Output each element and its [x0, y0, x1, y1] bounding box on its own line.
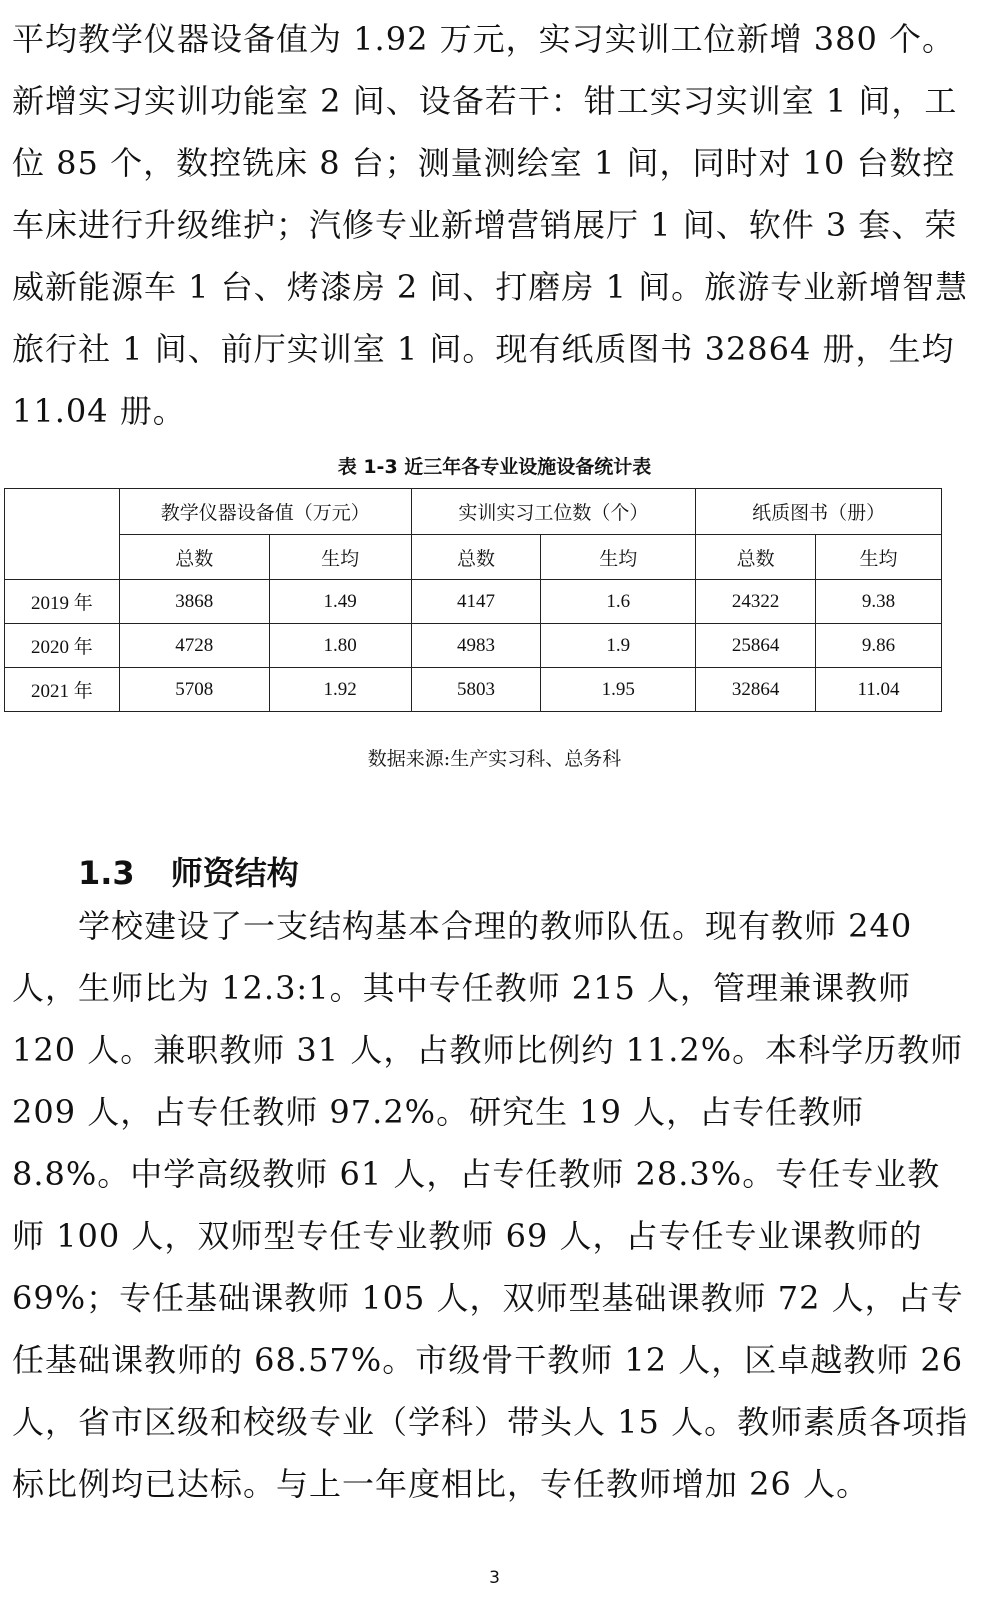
subheader-cell: 总数: [119, 535, 269, 580]
table-cell: 32864: [696, 668, 816, 712]
group-header-equipment: 教学仪器设备值（万元）: [119, 489, 411, 535]
year-cell: 2021 年: [5, 668, 120, 712]
table-cell: 24322: [696, 580, 816, 624]
table-caption: 表 1-3 近三年各专业设施设备统计表: [337, 456, 652, 478]
table-row: [5, 624, 942, 668]
table-cell: 1.92: [269, 668, 411, 712]
table-cell: 1.80: [269, 624, 411, 668]
table-cell: 5708: [119, 668, 269, 712]
table-cell: 9.38: [816, 580, 942, 624]
page-number: 3: [489, 1568, 500, 1588]
table-cell: 1.9: [541, 624, 696, 668]
table-cell: 1.95: [541, 668, 696, 712]
table-cell: 25864: [696, 624, 816, 668]
table-corner-cell: [5, 489, 120, 580]
table-cell: 9.86: [816, 624, 942, 668]
subheader-cell: 生均: [269, 535, 411, 580]
facilities-stats-table: [4, 488, 942, 712]
table-cell: 4147: [411, 580, 541, 624]
year-cell: 2020 年: [5, 624, 120, 668]
table-row: [5, 668, 942, 712]
table-cell: 3868: [119, 580, 269, 624]
table-header-row: [5, 489, 942, 535]
table-cell: 4728: [119, 624, 269, 668]
table-cell: 1.6: [541, 580, 696, 624]
table-row: [5, 580, 942, 624]
section-number: 1.3: [78, 854, 135, 892]
group-header-books: 纸质图书（册）: [696, 489, 942, 535]
subheader-cell: 生均: [816, 535, 942, 580]
section-heading: [78, 848, 299, 894]
table-subheader-row: [5, 535, 942, 580]
table-cell: 1.49: [269, 580, 411, 624]
body-paragraph-teachers: 学校建设了一支结构基本合理的教师队伍。现有教师 240 人，生师比为 12.3:1。其中专任教师 215 人，管理兼课教师 120 人。兼职教师 31 人，占教师比例约 11.2%。本科学历教师 209 人，占专任教师 97.2%。研究生 19 人，占专任教师 8.8%。中学高级教师 61 人，占专任教师 28.3%。专任专业教师 100 人，双师型专任专业教师 69 人，占专任专业课教师的 69%；专任基础课教师 105 人，双师型基础课教师 72 人，占专任基础课教师的 68.57%。市级骨干教师 12 人，区卓越教师 26 人，省市区级和校级专业（学科）带头人 15 人。教师素质各项指标比例均已达标。与上一年度相比，专任教师增加 26 人。: [12, 907, 969, 1503]
group-header-workstations: 实训实习工位数（个）: [411, 489, 696, 535]
subheader-cell: 总数: [696, 535, 816, 580]
body-paragraph-facilities: 平均教学仪器设备值为 1.92 万元，实习实训工位新增 380 个。新增实习实训功能室 2 间、设备若干：钳工实习实训室 1 间，工位 85 个，数控铣床 8 台；测量测绘室 1 间，同时对 10 台数控车床进行升级维护；汽修专业新增营销展厅 1 间、软件 3 套、荣威新能源车 1 台、烤漆房 2 间、打磨房 1 间。旅游专业新增智慧旅行社 1 间、前厅实训室 1 间。现有纸质图书 32864 册，生均 11.04 册。: [12, 20, 969, 430]
table-cell: 5803: [411, 668, 541, 712]
subheader-cell: 总数: [411, 535, 541, 580]
table-cell: 11.04: [816, 668, 942, 712]
table-source-note: 数据来源:生产实习科、总务科: [367, 748, 622, 770]
year-cell: 2019 年: [5, 580, 120, 624]
table-cell: 4983: [411, 624, 541, 668]
section-title: 师资结构: [170, 854, 299, 892]
subheader-cell: 生均: [541, 535, 696, 580]
